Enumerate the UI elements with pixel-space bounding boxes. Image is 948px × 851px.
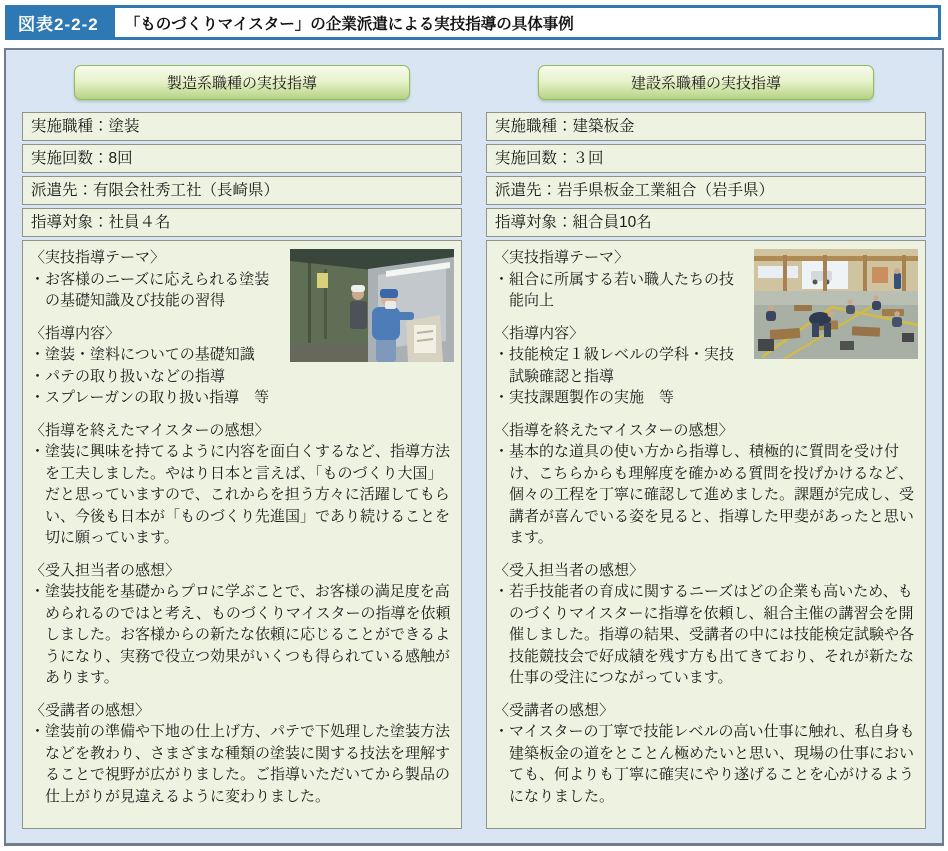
bullet-item: ・マイスターの丁寧で技能レベルの高い仕事に触れ、私自身も建築板金の道をとことん極めたいと思い、現場の仕事においても、何よりも丁寧に確実にやり遂げることを心がけるようになりました。 bbox=[494, 723, 915, 805]
section-heading: 〈受講者の感想〉 bbox=[494, 701, 615, 719]
figure-title: 「ものづくりマイスター」の企業派遣による実技指導の具体事例 bbox=[115, 8, 938, 37]
column-construction bbox=[486, 65, 926, 829]
column-manufacturing bbox=[22, 65, 462, 829]
info-row-occupation: 実施職種：塗装 bbox=[22, 112, 462, 141]
info-row-target: 指導対象：社員４名 bbox=[22, 208, 462, 237]
section-trainee-impression bbox=[494, 700, 918, 808]
info-row-target: 指導対象：組合員10名 bbox=[486, 208, 926, 237]
section-host-impression bbox=[30, 560, 454, 689]
bullet-item: ・技能検定１級レベルの学科・実技試験確認と指導 bbox=[494, 346, 735, 385]
section-heading: 〈受入担当者の感想〉 bbox=[494, 561, 645, 579]
spray-painting-training-photo bbox=[290, 249, 454, 362]
section-heading: 〈指導を終えたマイスターの感想〉 bbox=[494, 421, 734, 439]
bullet-item: ・パテの取り扱いなどの指導 bbox=[30, 367, 226, 385]
info-row-count: 実施回数：8回 bbox=[22, 144, 462, 173]
bullet-item: ・お客様のニーズに応えられる塗装の基礎知識及び技能の習得 bbox=[30, 270, 270, 309]
section-trainee-impression bbox=[30, 700, 454, 808]
section-heading: 〈指導内容〉 bbox=[494, 324, 585, 342]
section-meister-impression bbox=[494, 420, 918, 549]
section-heading: 〈指導内容〉 bbox=[30, 324, 121, 342]
content-box-construction bbox=[486, 240, 926, 829]
section-heading: 〈実技指導テーマ〉 bbox=[494, 249, 630, 266]
section-meister-impression bbox=[30, 420, 454, 549]
section-heading: 〈実技指導テーマ〉 bbox=[30, 249, 166, 266]
info-row-dispatch-destination: 派遣先：有限会社秀工社（長崎県） bbox=[22, 176, 462, 205]
info-row-occupation: 実施職種：建築板金 bbox=[486, 112, 926, 141]
bullet-item: ・基本的な道具の使い方から指導し、積極的に質問を受け付け、こちらからも理解度を確かめる質問を投げかけるなど、個々の工程を丁寧に確認して進めました。課題が完成し、受講者が喜んでいる姿を見ると、指導した甲斐があったと思います。 bbox=[494, 443, 915, 546]
two-column-layout bbox=[6, 50, 942, 829]
bullet-item: ・塗装前の準備や下地の仕上げ方、パテで下処理した塗装方法などを教わり、さまざまな種類の塗装に関する技法を理解することで視野が広がりました。ご指導いただいてから製品の仕上がりが見違えるように変わりました。 bbox=[30, 723, 451, 805]
section-heading: 〈受入担当者の感想〉 bbox=[30, 561, 181, 579]
bullet-item: ・スプレーガンの取り扱い指導 等 bbox=[30, 389, 270, 406]
content-box-manufacturing bbox=[22, 240, 462, 829]
bullet-item: ・組合に所属する若い職人たちの技能向上 bbox=[494, 270, 735, 309]
bullet-item: ・若手技能者の育成に関するニーズはどの企業も高いため、ものづくりマイスターに指導を依頼し、組合主催の講習会を開催しました。指導の結果、受講者の中には技能検定試験や各技能競技会で好成績を残す方も出てきており、それが新たな仕事の受注につながっています。 bbox=[494, 583, 915, 686]
info-row-dispatch-destination: 派遣先：岩手県板金工業組合（岩手県） bbox=[486, 176, 926, 205]
section-host-impression bbox=[494, 560, 918, 689]
info-row-count: 実施回数：３回 bbox=[486, 144, 926, 173]
section-heading: 〈指導を終えたマイスターの感想〉 bbox=[30, 421, 270, 439]
figure-body-panel bbox=[4, 48, 944, 846]
bullet-item: ・塗装・塗料についての基礎知識 bbox=[30, 346, 255, 363]
bullet-item: ・実技課題製作の実施 等 bbox=[494, 389, 675, 406]
column-header-manufacturing: 製造系職種の実技指導 bbox=[74, 65, 410, 100]
sheet-metal-workshop-photo bbox=[754, 249, 918, 359]
column-header-construction: 建設系職種の実技指導 bbox=[538, 65, 874, 100]
figure-number-label: 図表2-2-2 bbox=[18, 15, 99, 34]
bullet-item: ・塗装技能を基礎からプロに学ぶことで、お客様の満足度を高められるのではと考え、ものづくりマイスターの指導を依頼しました。お客様からの新たな依頼に応じることができるようになり、実務で役立つ効果がいくつも得られている感触があります。 bbox=[30, 583, 451, 686]
figure-header-bar bbox=[5, 5, 941, 40]
bullet-item: ・塗装に興味を持てるように内容を面白くするなど、指導方法を工夫しました。やはり日本と言えば、「ものづくり大国」だと思っていますので、これからを担う方々に活躍してもらい、今後も日本が「ものづくり先進国」であり続けることを切に願っています。 bbox=[30, 443, 451, 546]
section-heading: 〈受講者の感想〉 bbox=[30, 701, 151, 719]
